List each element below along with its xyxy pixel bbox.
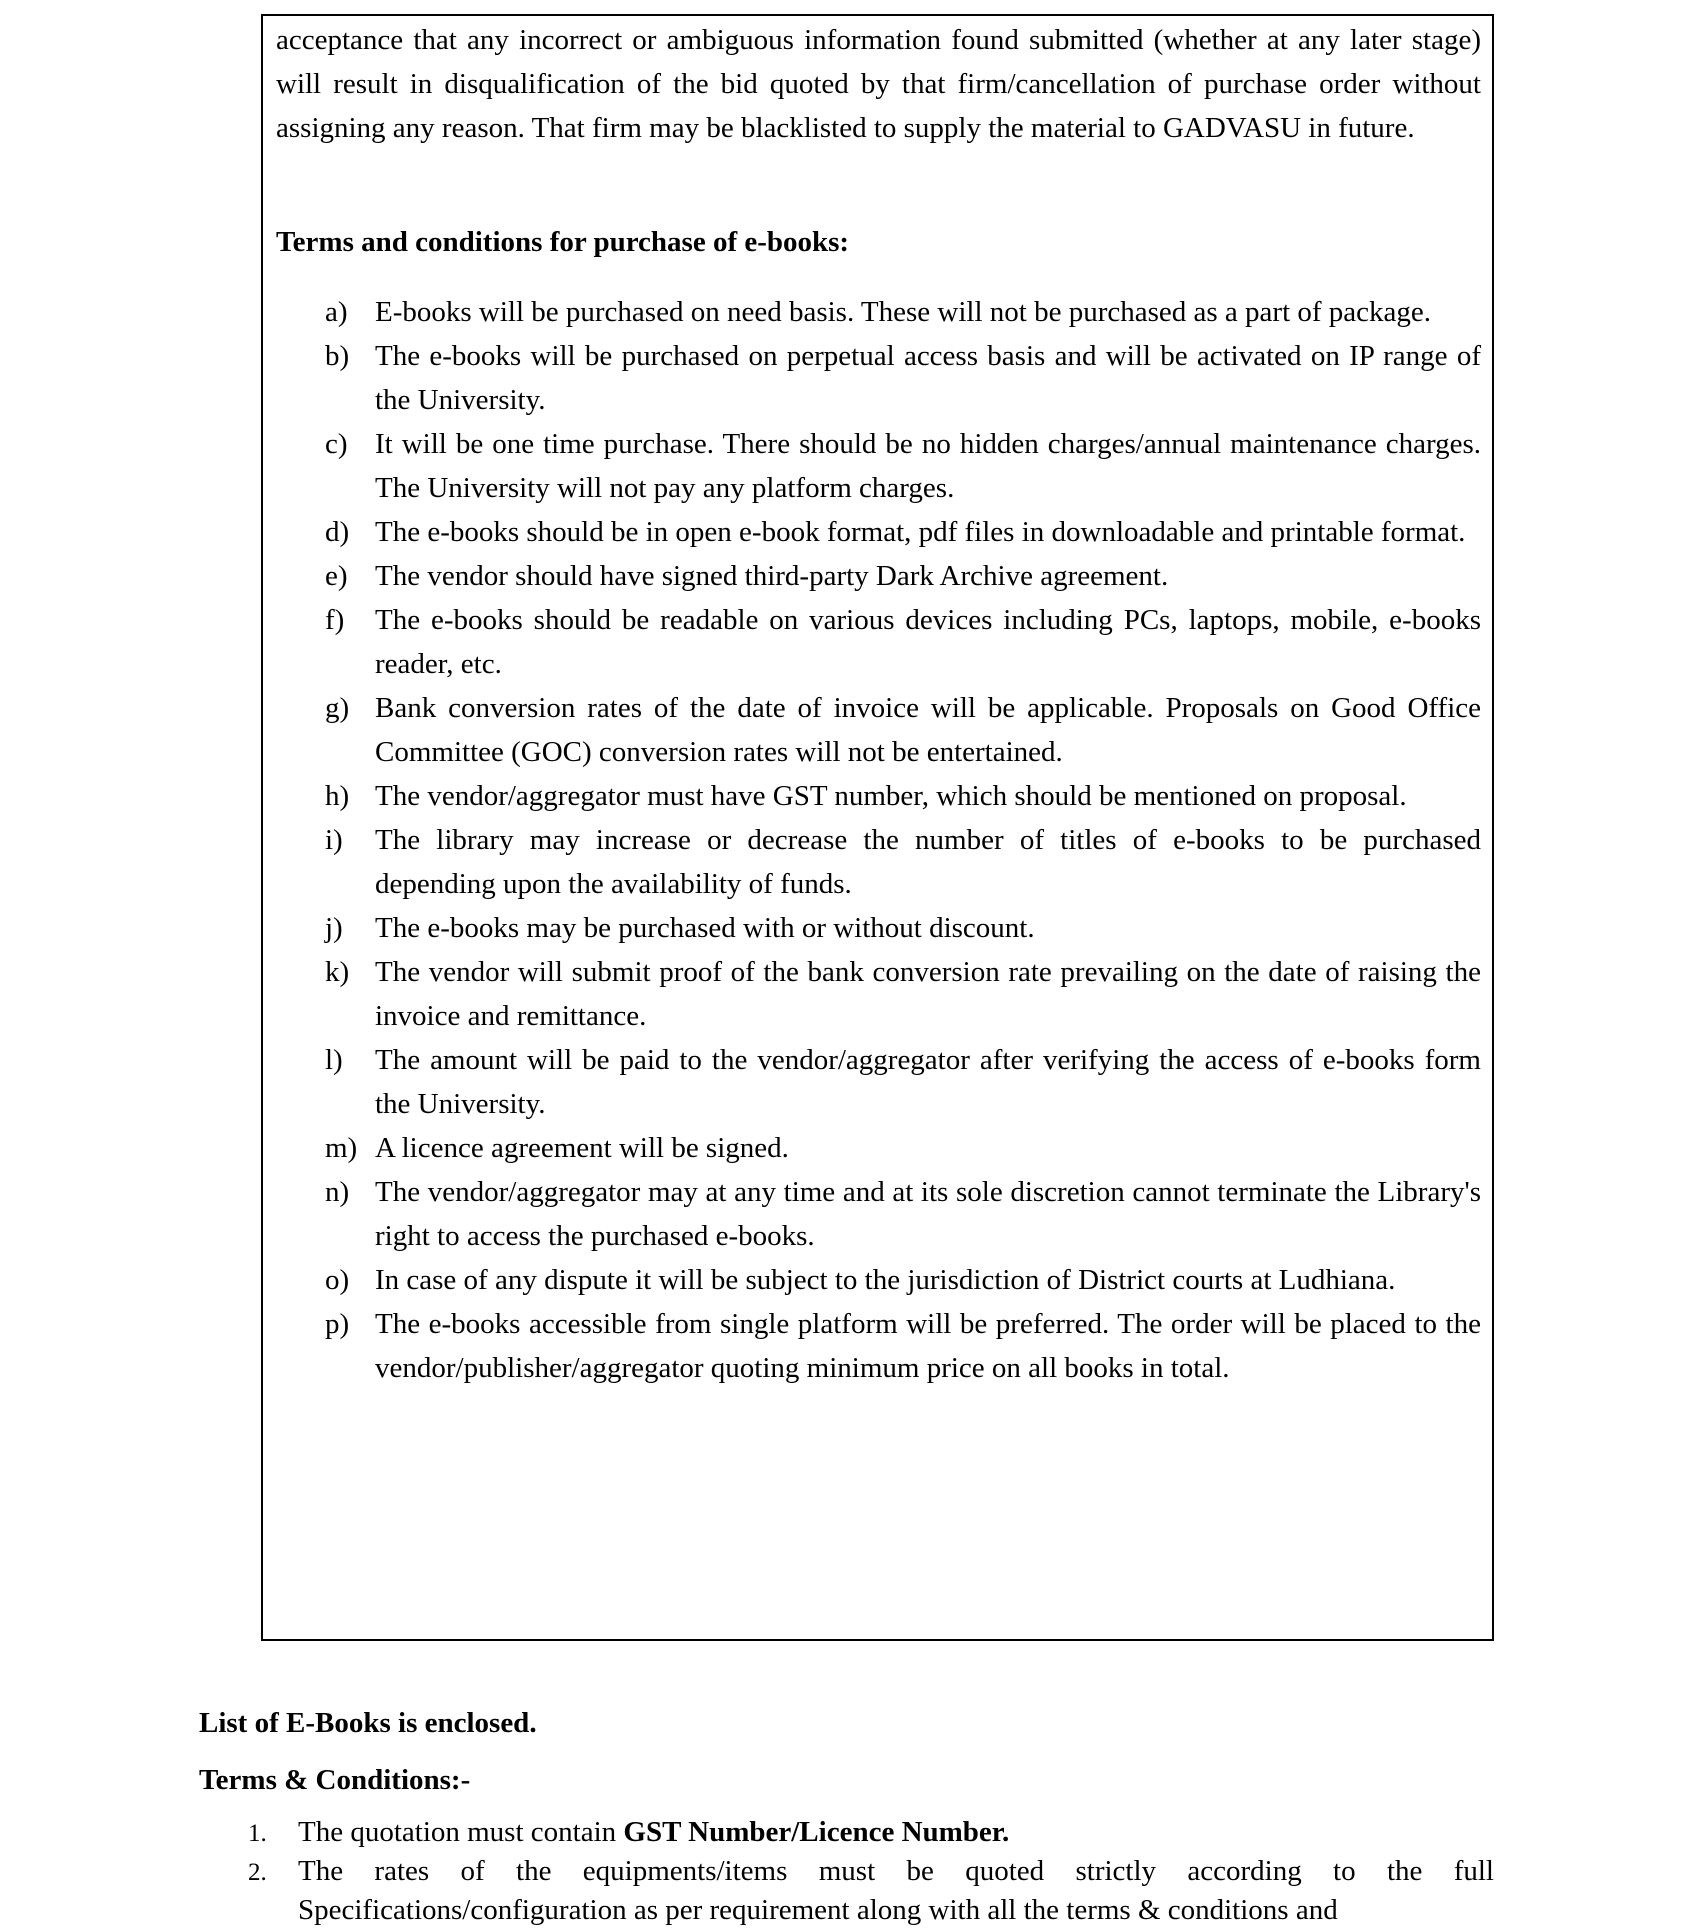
term-text: The quotation must contain bbox=[298, 1816, 624, 1848]
term-bold-text: GST Number/Licence Number. bbox=[623, 1816, 1010, 1848]
list-marker: k) bbox=[325, 956, 350, 988]
list-item-text: In case of any dispute it will be subject to the jurisdiction of District courts at Ludhiana. bbox=[375, 1264, 1396, 1296]
list-enclosed-note: List of E-Books is enclosed. bbox=[199, 1707, 537, 1739]
list-item bbox=[325, 290, 1481, 334]
list-item bbox=[325, 510, 1481, 554]
list-marker: 2. bbox=[248, 1859, 267, 1886]
ebook-terms-list bbox=[325, 290, 1481, 1390]
list-item bbox=[325, 1126, 1481, 1170]
ebook-terms-heading: Terms and conditions for purchase of e-books: bbox=[276, 226, 850, 258]
list-marker: h) bbox=[325, 780, 350, 812]
list-item-text: The library may increase or decrease the number of titles of e-books to be purchased depending upon the availability of funds. bbox=[375, 824, 1481, 900]
list-item bbox=[325, 774, 1481, 818]
list-marker: n) bbox=[325, 1176, 350, 1208]
list-item bbox=[325, 950, 1481, 1038]
list-item bbox=[325, 1038, 1481, 1126]
list-item bbox=[325, 906, 1481, 950]
terms-box bbox=[261, 14, 1494, 1641]
list-item-text: Bank conversion rates of the date of invoice will be applicable. Proposals on Good Office Committee (GOC) conversion rates will not be entertained. bbox=[375, 692, 1481, 768]
list-item bbox=[325, 334, 1481, 422]
list-marker: e) bbox=[325, 560, 348, 592]
list-marker: c) bbox=[325, 428, 348, 460]
list-marker: b) bbox=[325, 340, 350, 372]
list-item-text: The vendor/aggregator must have GST number, which should be mentioned on proposal. bbox=[375, 780, 1407, 812]
list-item-text bbox=[298, 1813, 1494, 1852]
list-item-text: The vendor should have signed third-party Dark Archive agreement. bbox=[375, 560, 1169, 592]
list-item bbox=[325, 422, 1481, 510]
list-item bbox=[325, 818, 1481, 906]
list-marker: o) bbox=[325, 1264, 350, 1296]
list-marker: p) bbox=[325, 1308, 350, 1340]
list-item bbox=[325, 1258, 1481, 1302]
list-item-text: The rates of the equipments/items must be quoted strictly according to the full Specifications/configuration as per requirement along with all the terms & conditions and bbox=[298, 1855, 1494, 1926]
list-marker: g) bbox=[325, 692, 350, 724]
list-marker: f) bbox=[325, 604, 345, 636]
list-item bbox=[325, 1170, 1481, 1258]
list-item-text: The vendor/aggregator may at any time and at its sole discretion cannot terminate the Library's right to access the purchased e-books. bbox=[375, 1176, 1481, 1252]
list-item bbox=[248, 1852, 1494, 1930]
list-item-text: The vendor will submit proof of the bank conversion rate prevailing on the date of raising the invoice and remittance. bbox=[375, 956, 1481, 1032]
list-item-text: The e-books may be purchased with or without discount. bbox=[375, 912, 1035, 944]
list-item bbox=[325, 554, 1481, 598]
list-item-text: A licence agreement will be signed. bbox=[375, 1132, 789, 1164]
list-item bbox=[248, 1813, 1494, 1852]
list-marker: j) bbox=[325, 912, 343, 944]
box-intro-paragraph: acceptance that any incorrect or ambiguous information found submitted (whether at any later stage) will result in disqualification of the bid quoted by that firm/cancellation of purchase order without assigning any reason. That firm may be blacklisted to supply the material to GADVASU in future. bbox=[276, 24, 1481, 144]
list-item-text: The e-books should be in open e-book format, pdf files in downloadable and printable format. bbox=[375, 516, 1466, 548]
list-marker: m) bbox=[325, 1132, 358, 1164]
list-item-text: The amount will be paid to the vendor/aggregator after verifying the access of e-books form the University. bbox=[375, 1044, 1481, 1120]
list-item-text: The e-books should be readable on various devices including PCs, laptops, mobile, e-books reader, etc. bbox=[375, 604, 1481, 680]
list-marker: i) bbox=[325, 824, 343, 856]
list-marker: a) bbox=[325, 296, 348, 328]
list-item-text: The e-books will be purchased on perpetual access basis and will be activated on IP range of the University. bbox=[375, 340, 1481, 416]
list-item-text: The e-books accessible from single platform will be preferred. The order will be placed to the vendor/publisher/aggregator quoting minimum price on all books in total. bbox=[375, 1308, 1481, 1384]
list-item bbox=[325, 1302, 1481, 1390]
list-item-text: It will be one time purchase. There should be no hidden charges/annual maintenance charges. The University will not pay any platform charges. bbox=[375, 428, 1481, 504]
terms-conditions-list bbox=[248, 1813, 1494, 1930]
list-item-text: E-books will be purchased on need basis. These will not be purchased as a part of package. bbox=[375, 296, 1432, 328]
terms-conditions-heading: Terms & Conditions:- bbox=[199, 1764, 471, 1796]
list-item bbox=[325, 598, 1481, 686]
list-item bbox=[325, 686, 1481, 774]
list-marker: l) bbox=[325, 1044, 343, 1076]
list-marker: d) bbox=[325, 516, 350, 548]
list-marker: 1. bbox=[248, 1820, 267, 1847]
